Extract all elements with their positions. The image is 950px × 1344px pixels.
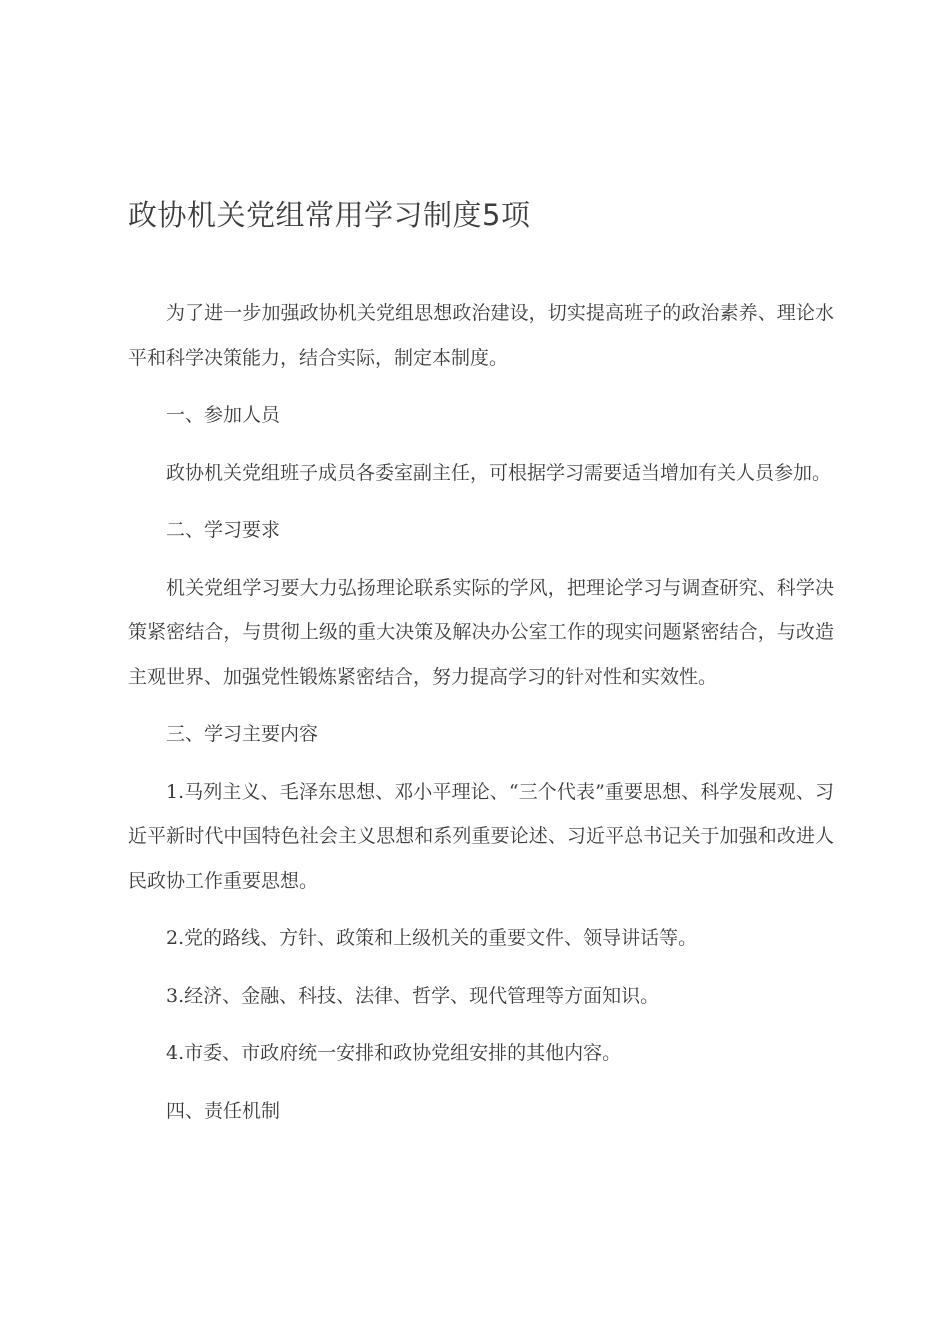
section-heading-responsibility: 四、责任机制 [166, 1099, 281, 1122]
requirements-paragraph: 机关党组学习要大力弘扬理论联系实际的学风，把理论学习与调查研究、科学决策紧密结合，与贯彻上级的重大决策及解决办公室工作的现实问题紧密结合，与改造主观世界、加强党性锻炼紧密结合，努力提高学习的针对性和实效性。 [128, 576, 834, 688]
participants-paragraph: 政协机关党组班子成员各委室副主任，可根据学习需要适当增加有关人员参加。 [166, 461, 832, 484]
content-item-2: 2.党的路线、方针、政策和上级机关的重要文件、领导讲话等。 [166, 927, 698, 949]
content-item-3: 3.经济、金融、科技、法律、哲学、现代管理等方面知识。 [166, 984, 660, 1007]
document-body [128, 291, 834, 1146]
section-heading-participants: 一、参加人员 [166, 404, 281, 426]
document-title: 政协机关党组常用学习制度5项 [128, 198, 531, 232]
section-heading-requirements: 二、学习要求 [166, 519, 281, 541]
intro-paragraph: 为了进一步加强政协机关党组思想政治建设，切实提高班子的政治素养、理论水平和科学决策能力，结合实际，制定本制度。 [128, 302, 834, 369]
content-item-4: 4.市委、市政府统一安排和政协党组安排的其他内容。 [166, 1042, 622, 1064]
content-item-1: 1.马列主义、毛泽东思想、邓小平理论、“三个代表”重要思想、科学发展观、习近平新时代中国特色社会主义思想和系列重要论述、习近平总书记关于加强和改进人民政协工作重要思想。 [128, 780, 834, 892]
section-heading-content: 三、学习主要内容 [166, 723, 319, 745]
